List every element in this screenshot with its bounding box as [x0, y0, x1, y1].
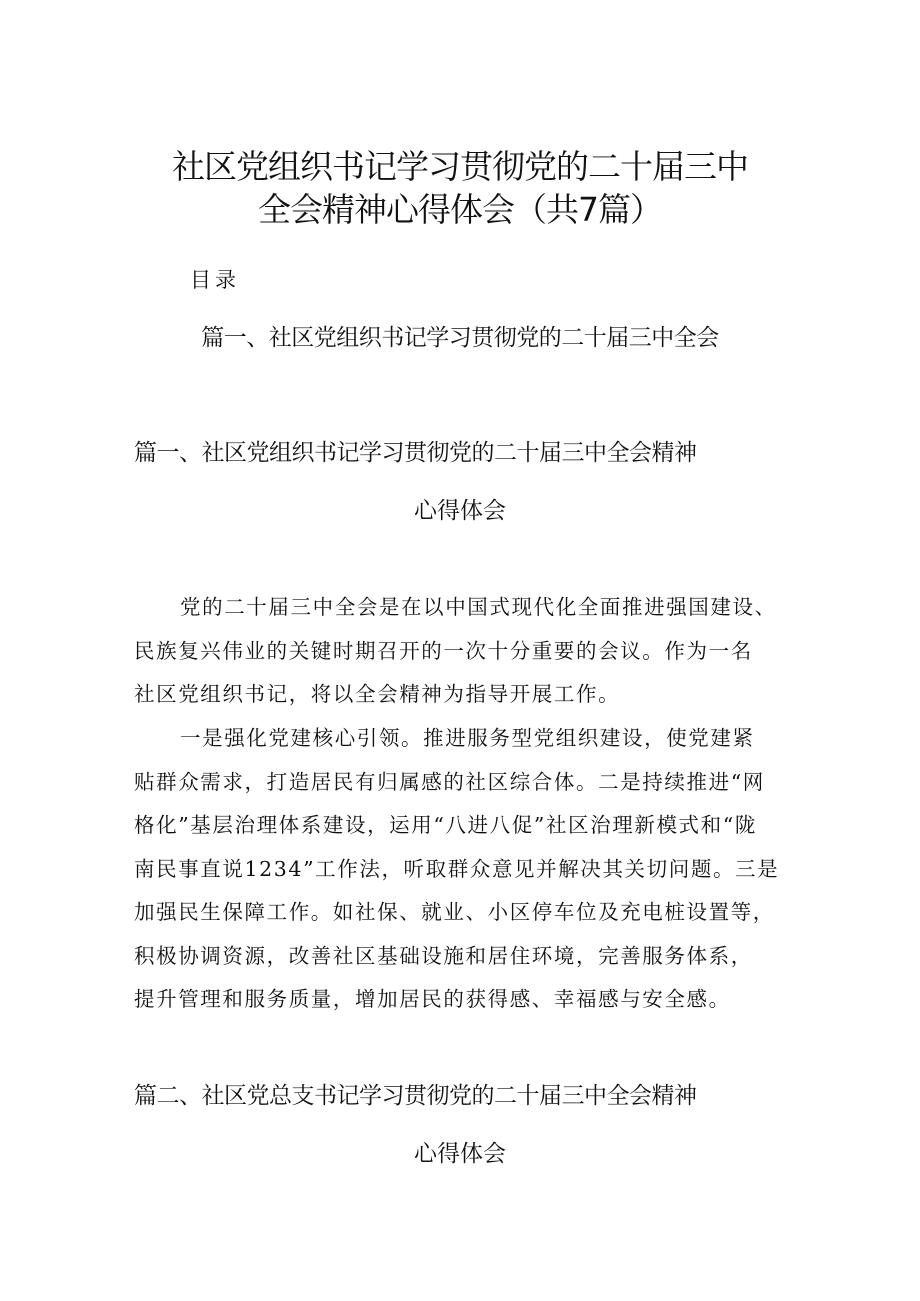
section-2-subheading: 心得体会	[414, 1141, 506, 1167]
paragraph-line: 南民事直说1234”工作法，听取群众意见并解决其关切问题。三是	[134, 856, 780, 881]
document-title-line-1: 社区党组织书记学习贯彻党的二十届三中	[172, 147, 748, 186]
paragraph-line: 提升管理和服务质量，增加居民的获得感、幸福感与安全感。	[134, 987, 731, 1011]
paragraph-line: 积极协调资源，改善社区基础设施和居住环境，完善服务体系，	[134, 943, 753, 968]
paragraph-line: 格化”基层治理体系建设，运用“八进八促”社区治理新模式和“陇	[134, 813, 757, 837]
toc-item-1[interactable]: 篇一、社区党组织书记学习贯彻党的二十届三中全会	[201, 325, 719, 351]
section-1-heading: 篇一、社区党组织书记学习贯彻党的二十届三中全会精神	[134, 440, 697, 466]
paragraph-line: 加强民生保障工作。如社保、就业、小区停车位及充电桩设置等，	[134, 900, 775, 924]
paragraph-line: 社区党组织书记，将以全会精神为指导开展工作。	[134, 682, 621, 706]
paragraph-line: 民族复兴伟业的关键时期召开的一次十分重要的会议。作为一名	[134, 638, 753, 663]
document-title-line-2: 全会精神心得体会（共7篇）	[258, 190, 662, 229]
paragraph-line: 党的二十届三中全会是在以中国式现代化全面推进强国建设、	[180, 595, 777, 619]
paragraph-line: 一是强化党建核心引领。推进服务型党组织建设，使党建紧	[180, 726, 755, 750]
toc-label: 目录	[190, 268, 240, 292]
paragraph-line: 贴群众需求，打造居民有归属感的社区综合体。二是持续推进“网	[134, 769, 765, 794]
section-1-paragraph-2	[134, 717, 794, 1022]
section-1-subheading: 心得体会	[414, 498, 506, 524]
section-1-paragraph-1	[134, 586, 794, 717]
section-2-heading: 篇二、社区党总支书记学习贯彻党的二十届三中全会精神	[134, 1083, 697, 1109]
